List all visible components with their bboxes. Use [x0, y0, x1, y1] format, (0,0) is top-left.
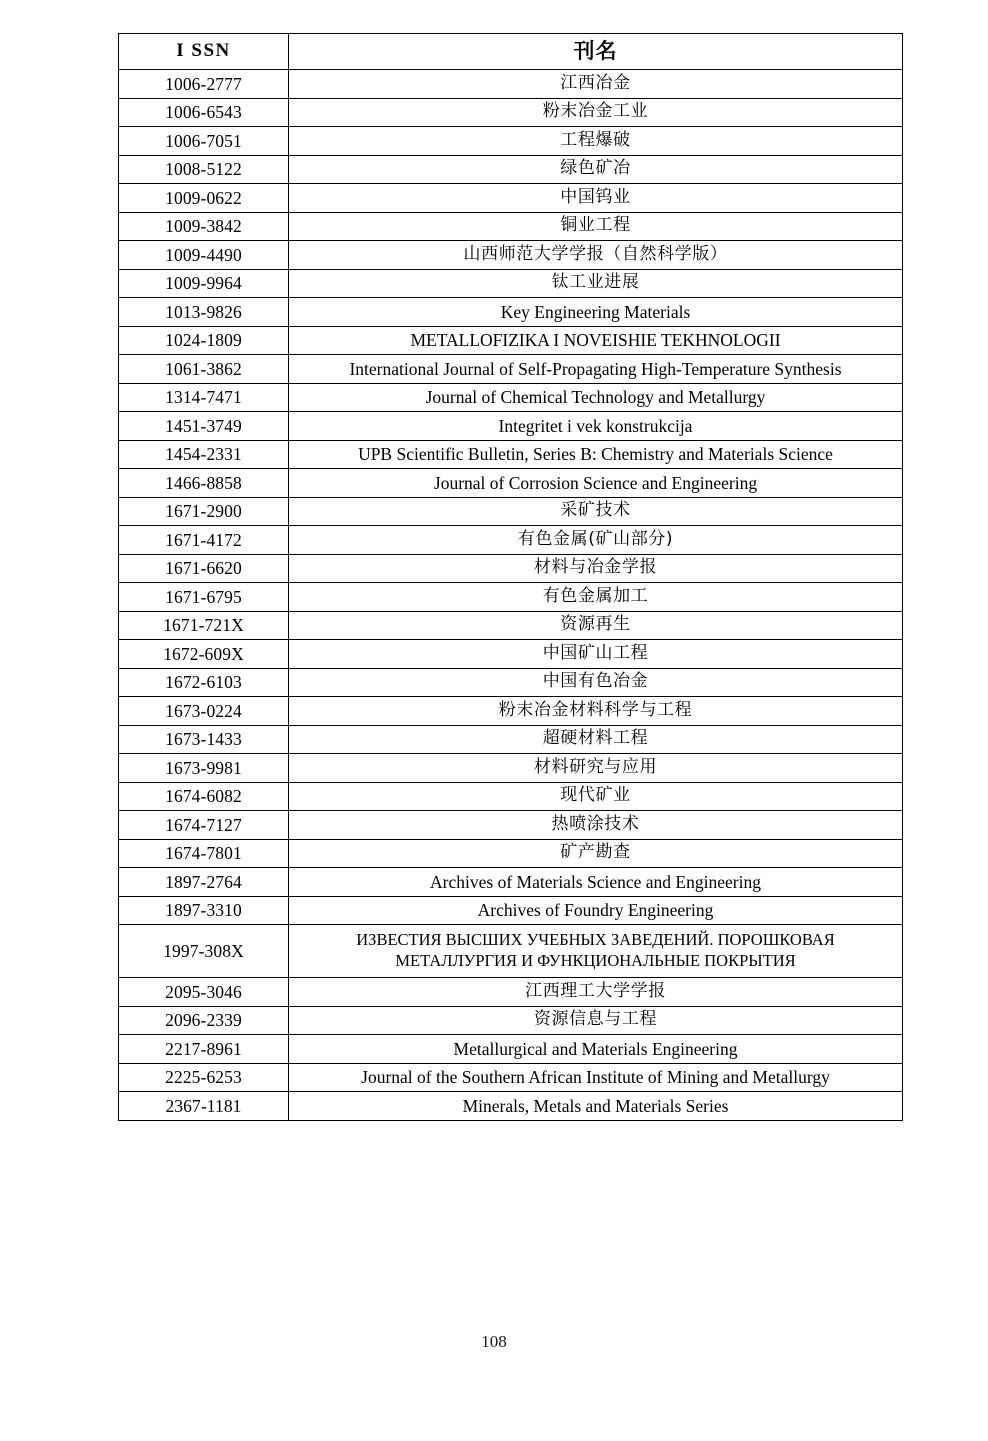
column-header-journal-name: 刊名 — [289, 34, 903, 70]
table-row — [119, 896, 903, 925]
cell-issn: 1673-9981 — [119, 754, 289, 783]
cell-journal-name: Journal of Chemical Technology and Metallurgy — [289, 383, 903, 412]
cell-issn: 2095-3046 — [119, 978, 289, 1007]
cell-issn: 1466-8858 — [119, 469, 289, 498]
cell-journal-name: Key Engineering Materials — [289, 298, 903, 327]
cell-issn: 1006-6543 — [119, 98, 289, 127]
cell-issn: 1672-6103 — [119, 668, 289, 697]
table-row — [119, 1035, 903, 1064]
table-row — [119, 155, 903, 184]
table-row — [119, 298, 903, 327]
table-row — [119, 611, 903, 640]
cell-issn: 1009-9964 — [119, 269, 289, 298]
journal-issn-table — [118, 33, 903, 1121]
table-row — [119, 754, 903, 783]
cell-journal-name: 钛工业进展 — [289, 269, 903, 298]
cell-journal-name: UPB Scientific Bulletin, Series B: Chemistry and Materials Science — [289, 440, 903, 469]
table-row — [119, 355, 903, 384]
table-row — [119, 640, 903, 669]
cell-issn: 1013-9826 — [119, 298, 289, 327]
cell-journal-name: 工程爆破 — [289, 127, 903, 156]
table-row — [119, 326, 903, 355]
table-row — [119, 1063, 903, 1092]
cell-issn: 2225-6253 — [119, 1063, 289, 1092]
cell-journal-name: 采矿技术 — [289, 497, 903, 526]
cell-journal-name: 粉末冶金材料科学与工程 — [289, 697, 903, 726]
cell-journal-name: 现代矿业 — [289, 782, 903, 811]
table-row — [119, 583, 903, 612]
cell-journal-name: Archives of Foundry Engineering — [289, 896, 903, 925]
cell-issn: 1674-7801 — [119, 839, 289, 868]
table-row — [119, 868, 903, 897]
table-row — [119, 412, 903, 441]
cell-issn: 1672-609X — [119, 640, 289, 669]
table-row — [119, 184, 903, 213]
cell-issn: 1671-6795 — [119, 583, 289, 612]
cell-journal-name: Journal of Corrosion Science and Engineering — [289, 469, 903, 498]
table-row — [119, 497, 903, 526]
cell-journal-name: Metallurgical and Materials Engineering — [289, 1035, 903, 1064]
cell-journal-name: 铜业工程 — [289, 212, 903, 241]
table-row — [119, 241, 903, 270]
table-row — [119, 554, 903, 583]
table-row — [119, 440, 903, 469]
cell-journal-name: 材料与冶金学报 — [289, 554, 903, 583]
table-body — [119, 70, 903, 1121]
cell-journal-name: Integritet i vek konstrukcija — [289, 412, 903, 441]
cell-journal-name: 超硬材料工程 — [289, 725, 903, 754]
cell-issn: 1454-2331 — [119, 440, 289, 469]
cell-issn: 1006-7051 — [119, 127, 289, 156]
cell-issn: 1671-721X — [119, 611, 289, 640]
journal-issn-table-container — [118, 33, 902, 1121]
cell-journal-name: 资源再生 — [289, 611, 903, 640]
cell-journal-name: Journal of the Southern African Institute of Mining and Metallurgy — [289, 1063, 903, 1092]
cell-journal-name: 资源信息与工程 — [289, 1006, 903, 1035]
table-row — [119, 127, 903, 156]
table-row — [119, 383, 903, 412]
table-row — [119, 668, 903, 697]
cell-journal-name: METALLOFIZIKA I NOVEISHIE TEKHNOLOGII — [289, 326, 903, 355]
table-row — [119, 1006, 903, 1035]
cell-journal-name: Minerals, Metals and Materials Series — [289, 1092, 903, 1121]
cell-journal-name: 山西师范大学学报（自然科学版） — [289, 241, 903, 270]
cell-issn: 1314-7471 — [119, 383, 289, 412]
cell-journal-name: 热喷涂技术 — [289, 811, 903, 840]
cell-issn: 1897-3310 — [119, 896, 289, 925]
table-header — [119, 34, 903, 70]
cell-issn: 2217-8961 — [119, 1035, 289, 1064]
cell-journal-name: 有色金属加工 — [289, 583, 903, 612]
cell-journal-name: Archives of Materials Science and Engineering — [289, 868, 903, 897]
cell-issn: 1897-2764 — [119, 868, 289, 897]
cell-journal-name: 中国矿山工程 — [289, 640, 903, 669]
table-row — [119, 1092, 903, 1121]
page-number: 108 — [481, 1332, 507, 1351]
cell-issn: 1024-1809 — [119, 326, 289, 355]
cell-issn: 2367-1181 — [119, 1092, 289, 1121]
table-row — [119, 469, 903, 498]
table-row — [119, 697, 903, 726]
table-row — [119, 782, 903, 811]
table-row — [119, 70, 903, 99]
cell-issn: 1997-308X — [119, 925, 289, 978]
cell-issn: 1671-6620 — [119, 554, 289, 583]
table-row — [119, 839, 903, 868]
cell-journal-name: 粉末冶金工业 — [289, 98, 903, 127]
cell-issn: 1451-3749 — [119, 412, 289, 441]
column-header-issn: I SSN — [119, 34, 289, 70]
cell-issn: 1673-0224 — [119, 697, 289, 726]
cell-journal-name: 材料研究与应用 — [289, 754, 903, 783]
cell-journal-name: 有色金属(矿山部分) — [289, 526, 903, 555]
cell-issn: 1674-6082 — [119, 782, 289, 811]
cell-journal-name: 绿色矿冶 — [289, 155, 903, 184]
cell-issn: 1673-1433 — [119, 725, 289, 754]
table-row — [119, 725, 903, 754]
cell-issn: 1671-4172 — [119, 526, 289, 555]
cell-journal-name: ИЗВЕСТИЯ ВЫСШИХ УЧЕБНЫХ ЗАВЕДЕНИЙ. ПОРОШКОВАЯ МЕТАЛЛУРГИЯ И ФУНКЦИОНАЛЬНЫЕ ПОКРЫТИЯ — [289, 925, 903, 978]
cell-issn: 1006-2777 — [119, 70, 289, 99]
cell-issn: 1009-0622 — [119, 184, 289, 213]
cell-journal-name: 中国有色冶金 — [289, 668, 903, 697]
table-row — [119, 269, 903, 298]
cell-issn: 2096-2339 — [119, 1006, 289, 1035]
cell-journal-name: International Journal of Self-Propagating High-Temperature Synthesis — [289, 355, 903, 384]
cell-journal-name: 江西理工大学学报 — [289, 978, 903, 1007]
cell-journal-name: 中国钨业 — [289, 184, 903, 213]
table-header-row — [119, 34, 903, 70]
table-row — [119, 978, 903, 1007]
cell-journal-name: 矿产勘查 — [289, 839, 903, 868]
cell-issn: 1674-7127 — [119, 811, 289, 840]
table-row — [119, 925, 903, 978]
table-row — [119, 98, 903, 127]
cell-issn: 1008-5122 — [119, 155, 289, 184]
cell-issn: 1061-3862 — [119, 355, 289, 384]
cell-issn: 1009-3842 — [119, 212, 289, 241]
table-row — [119, 526, 903, 555]
cell-issn: 1009-4490 — [119, 241, 289, 270]
cell-journal-name: 江西冶金 — [289, 70, 903, 99]
table-row — [119, 212, 903, 241]
cell-issn: 1671-2900 — [119, 497, 289, 526]
table-row — [119, 811, 903, 840]
